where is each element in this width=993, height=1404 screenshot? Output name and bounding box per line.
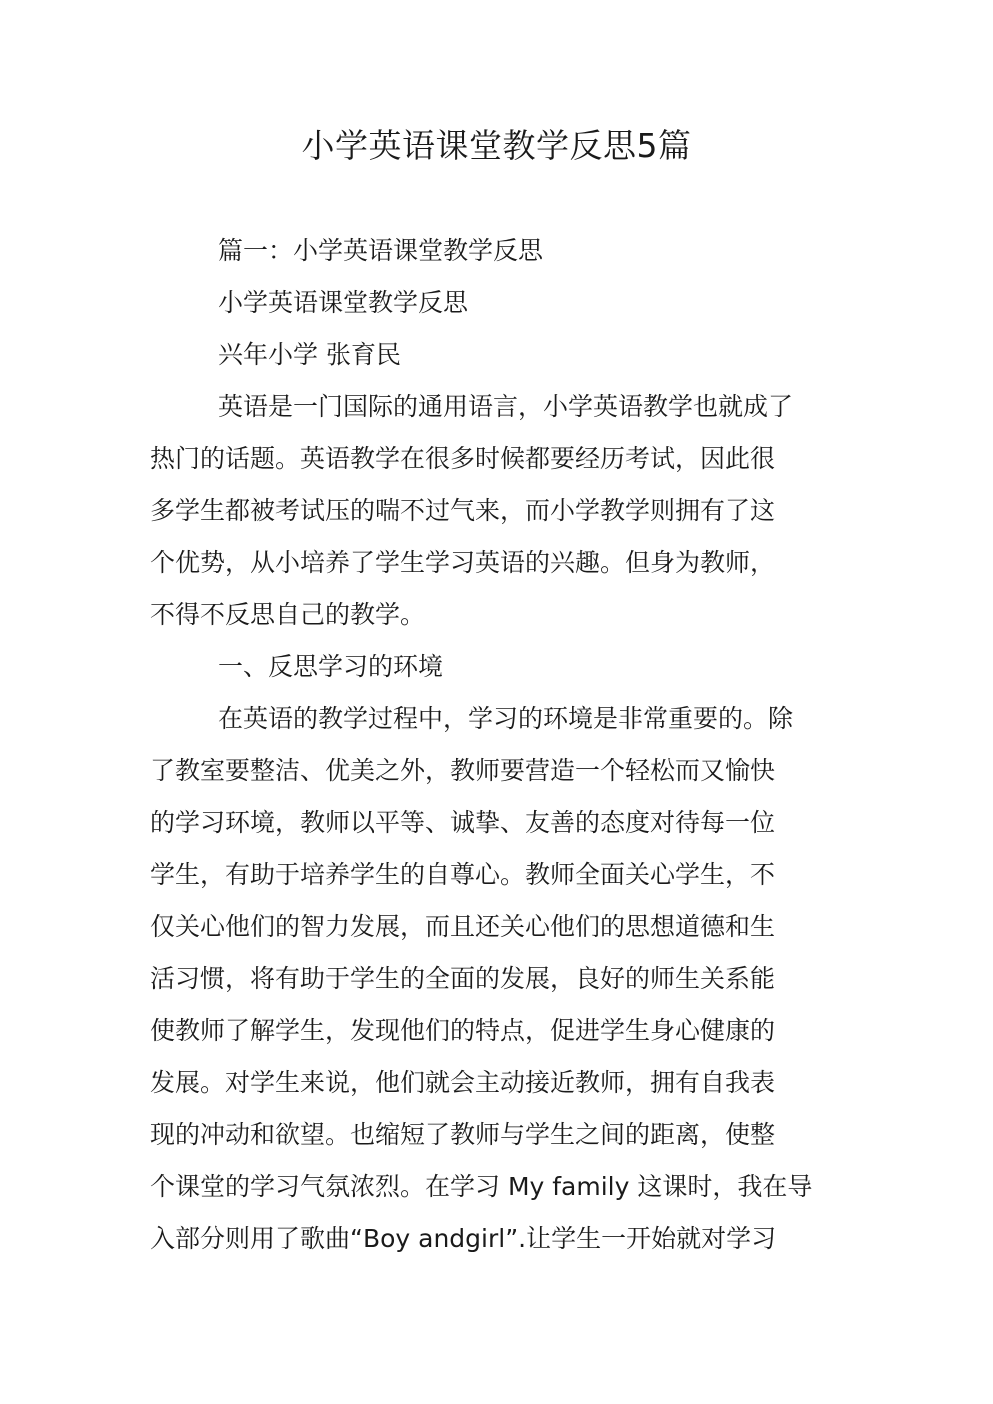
paragraph-line: 个优势，从小培养了学生学习英语的兴趣。但身为教师， xyxy=(150,548,776,577)
paragraph-line: 多学生都被考试压的喘不过气来，而小学教学则拥有了这 xyxy=(150,496,776,525)
section-heading: 篇一：小学英语课堂教学反思 xyxy=(218,236,544,265)
paragraph-line: 活习惯，将有助于学生的全面的发展，良好的师生关系能 xyxy=(150,964,776,993)
paragraph-line: 在英语的教学过程中，学习的环境是非常重要的。除 xyxy=(218,704,794,733)
document-title: 小学英语课堂教学反思5篇 xyxy=(301,126,692,165)
paragraph-line: 入部分则用了歌曲“Boy andgirl”.让学生一开始就对学习 xyxy=(150,1224,777,1253)
paragraph-line: 热门的话题。英语教学在很多时候都要经历考试，因此很 xyxy=(150,444,776,473)
paragraph-line: 使教师了解学生，发现他们的特点，促进学生身心健康的 xyxy=(150,1016,776,1045)
paragraph-line: 仅关心他们的智力发展，而且还关心他们的思想道德和生 xyxy=(150,912,776,941)
paragraph-line: 英语是一门国际的通用语言，小学英语教学也就成了 xyxy=(218,392,794,421)
paragraph-line: 学生，有助于培养学生的自尊心。教师全面关心学生，不 xyxy=(150,860,776,889)
paragraph-line: 不得不反思自己的教学。 xyxy=(150,600,426,629)
author-line: 兴年小学 张育民 xyxy=(218,340,401,369)
paragraph-line: 了教室要整洁、优美之外，教师要营造一个轻松而又愉快 xyxy=(150,756,776,785)
paragraph-line: 现的冲动和欲望。也缩短了教师与学生之间的距离，使整 xyxy=(150,1120,776,1149)
document-body xyxy=(150,225,850,1265)
paragraph-line: 发展。对学生来说，他们就会主动接近教师，拥有自我表 xyxy=(150,1068,776,1097)
paragraph-line: 的学习环境，教师以平等、诚挚、友善的态度对待每一位 xyxy=(150,808,776,837)
paragraph-line: 个课堂的学习气氛浓烈。在学习 My family 这课时，我在导 xyxy=(150,1172,813,1201)
subsection-heading: 一、反思学习的环境 xyxy=(218,652,444,681)
article-title: 小学英语课堂教学反思 xyxy=(218,288,469,317)
